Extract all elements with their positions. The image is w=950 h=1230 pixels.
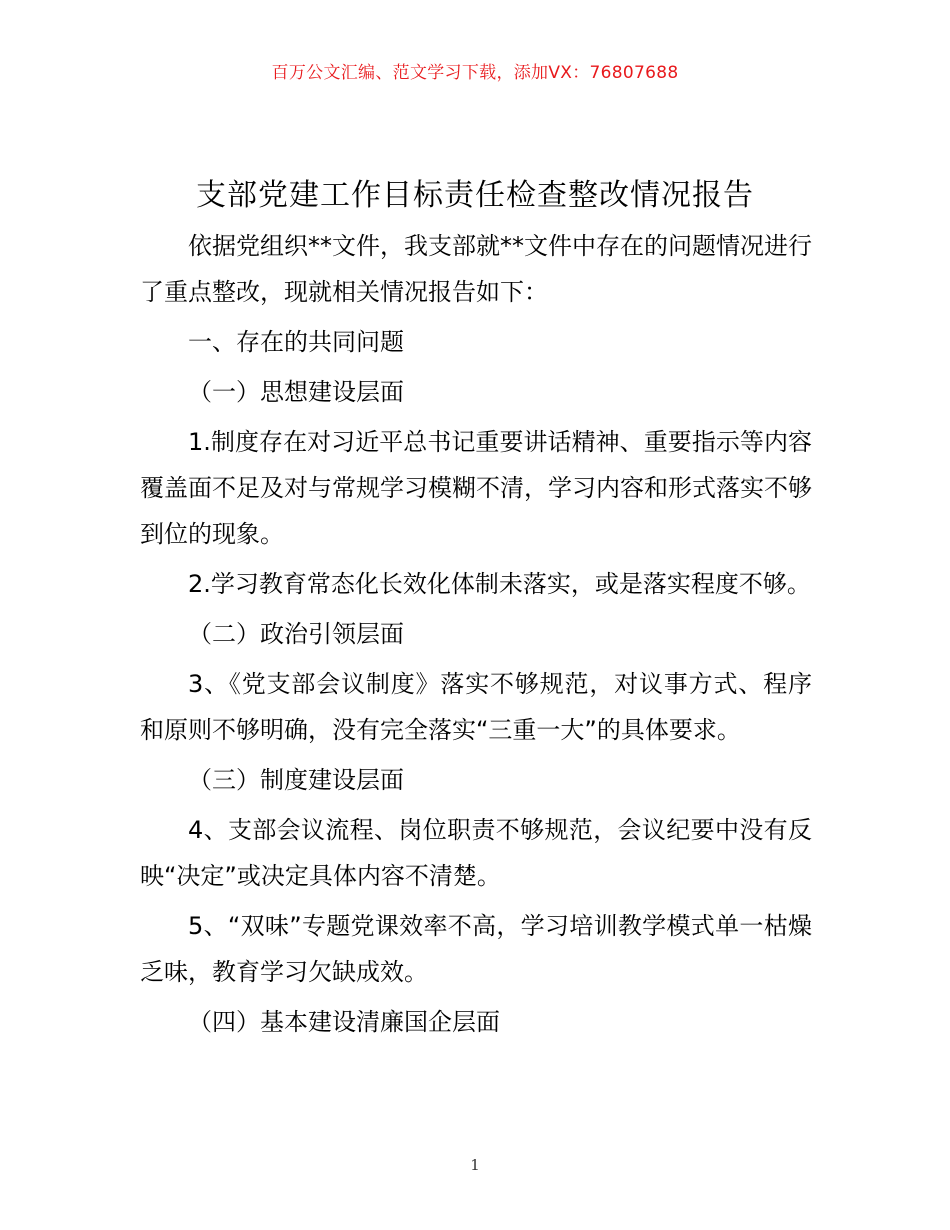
paragraph-item-4: 4、支部会议流程、岗位职责不够规范，会议纪要中没有反映“决定”或决定具体内容不清楚。 xyxy=(140,816,812,890)
subsection-heading-4: （四）基本建设清廉国企层面 xyxy=(188,1008,500,1036)
subsection-heading-1: （一）思想建设层面 xyxy=(188,378,404,406)
header-watermark-note: 百万公文汇编、范文学习下载，添加VX：76807688 xyxy=(271,63,679,83)
document-title: 支部党建工作目标责任检查整改情况报告 xyxy=(196,178,754,213)
paragraph-item-2: 2.学习教育常态化长效化体制未落实，或是落实程度不够。 xyxy=(188,570,811,598)
subsection-heading-3: （三）制度建设层面 xyxy=(188,766,404,794)
paragraph-item-5: 5、“双味”专题党课效率不高，学习培训教学模式单一枯燥乏味，教育学习欠缺成效。 xyxy=(140,912,812,986)
paragraph-intro: 依据党组织**文件，我支部就**文件中存在的问题情况进行了重点整改，现就相关情况报告如下： xyxy=(140,232,812,306)
paragraph-item-1: 1.制度存在对习近平总书记重要讲话精神、重要指示等内容覆盖面不足及对与常规学习模糊不清，学习内容和形式落实不够到位的现象。 xyxy=(140,428,812,548)
document-body xyxy=(140,223,812,1049)
paragraph-item-3: 3、《党支部会议制度》落实不够规范，对议事方式、程序和原则不够明确，没有完全落实“三重一大”的具体要求。 xyxy=(140,670,812,744)
page-number: 1 xyxy=(470,1156,480,1174)
section-heading-1: 一、存在的共同问题 xyxy=(188,328,404,356)
subsection-heading-2: （二）政治引领层面 xyxy=(188,620,404,648)
